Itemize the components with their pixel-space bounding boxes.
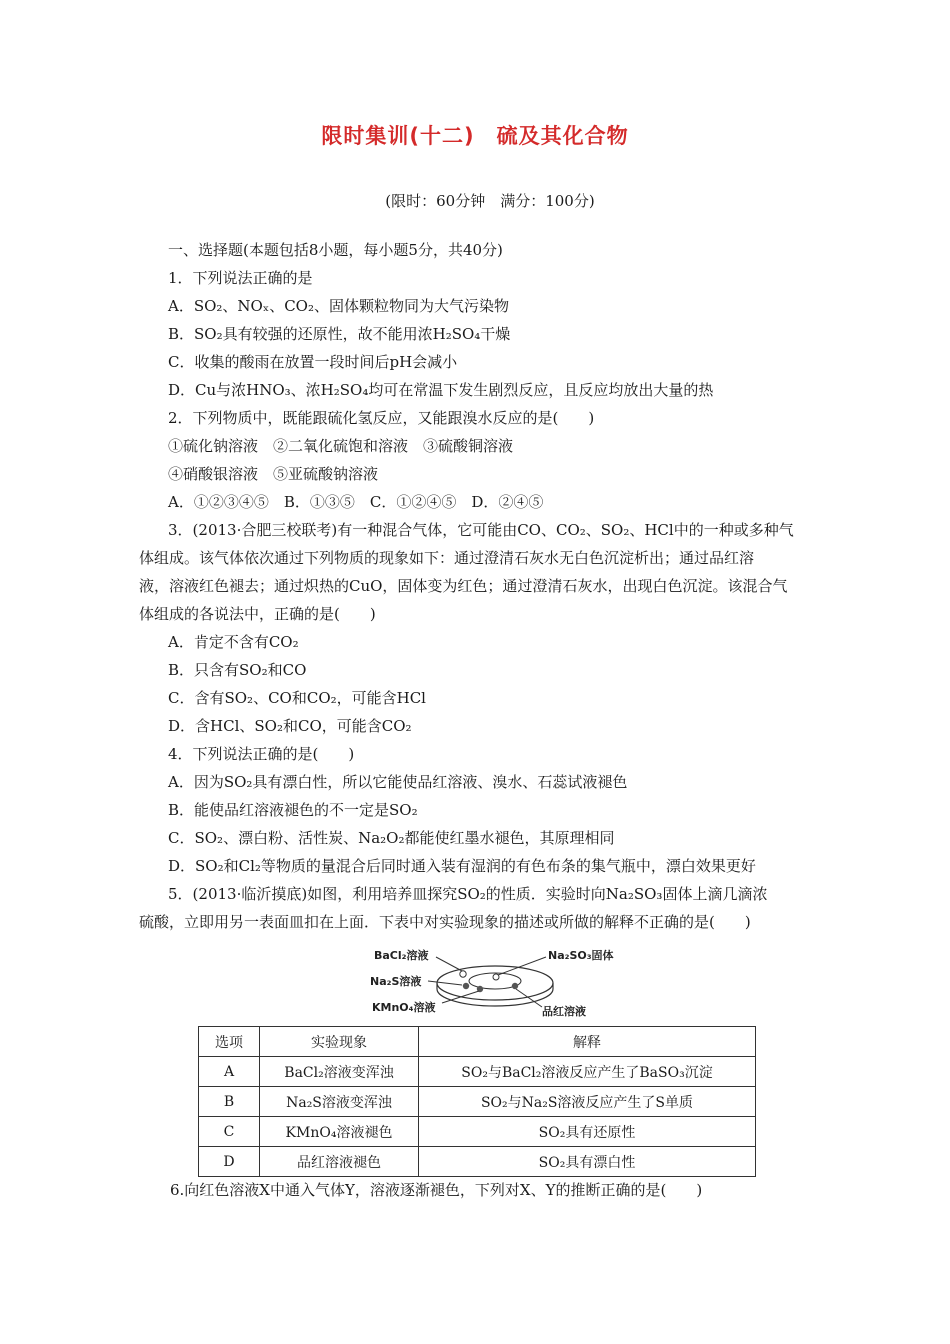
q2-options: A．①②③④⑤ B．①③⑤ C．①②④⑤ D．②④⑤: [168, 493, 544, 511]
question-4: 4．下列说法正确的是( ): [168, 745, 355, 763]
header-option: 选项: [199, 1027, 260, 1057]
label-bacl2: BaCl₂溶液: [374, 949, 429, 962]
cell-phenomenon: Na₂S溶液变浑浊: [260, 1087, 419, 1117]
question-3-cont-2: 液，溶液红色褪去；通过炽热的CuO，固体变为红色；通过澄清石灰水，出现白色沉淀。该混合气: [139, 577, 788, 595]
q3-option-b: B．只含有SO₂和CO: [168, 661, 307, 679]
q1-option-b: B．SO₂具有较强的还原性，故不能用浓H₂SO₄干燥: [168, 325, 511, 343]
table-row: [199, 1057, 756, 1087]
q2-items-2: ④硝酸银溶液 ⑤亚硫酸钠溶液: [168, 465, 379, 483]
page-title: 限时集训(十二) 硫及其化合物: [321, 124, 629, 148]
question-5: 5．(2013·临沂摸底)如图，利用培养皿探究SO₂的性质．实验时向Na₂SO₃固体上滴几滴浓: [168, 885, 768, 903]
question-1: 1．下列说法正确的是: [168, 269, 313, 287]
cell-phenomenon: BaCl₂溶液变浑浊: [260, 1057, 419, 1087]
table-row: [199, 1087, 756, 1117]
cell-option: A: [199, 1057, 260, 1087]
q4-option-b: B．能使品红溶液褪色的不一定是SO₂: [168, 801, 418, 819]
cell-explanation: SO₂具有漂白性: [419, 1147, 756, 1177]
experiment-table: [198, 1026, 756, 1177]
label-pinhong: 品红溶液: [542, 1005, 586, 1018]
q1-option-a: A．SO₂、NOₓ、CO₂、固体颗粒物同为大气污染物: [168, 297, 509, 315]
petri-dish-figure: [370, 945, 630, 1025]
table-row: [199, 1117, 756, 1147]
q2-items-1: ①硫化钠溶液 ②二氧化硫饱和溶液 ③硫酸铜溶液: [168, 437, 514, 455]
q1-option-c: C．收集的酸雨在放置一段时间后pH会减小: [168, 353, 458, 371]
table-row: [199, 1147, 756, 1177]
cell-explanation: SO₂与BaCl₂溶液反应产生了BaSO₃沉淀: [419, 1057, 756, 1087]
cell-explanation: SO₂具有还原性: [419, 1117, 756, 1147]
q3-option-d: D．含HCl、SO₂和CO，可能含CO₂: [168, 717, 412, 735]
question-5-cont: 硫酸，立即用另一表面皿扣在上面．下表中对实验现象的描述或所做的解释不正确的是( ): [139, 913, 751, 931]
table-header-row: [199, 1027, 756, 1057]
q3-option-a: A．肯定不含有CO₂: [168, 633, 299, 651]
q4-option-d: D．SO₂和Cl₂等物质的量混合后同时通入装有湿润的有色布条的集气瓶中，漂白效果更好: [168, 857, 756, 875]
q1-option-d: D．Cu与浓HNO₃、浓H₂SO₄均可在常温下发生剧烈反应，且反应均放出大量的热: [168, 381, 714, 399]
cell-option: D: [199, 1147, 260, 1177]
cell-phenomenon: KMnO₄溶液褪色: [260, 1117, 419, 1147]
header-explanation: 解释: [419, 1027, 756, 1057]
label-na2so3: Na₂SO₃固体: [548, 949, 614, 962]
cell-phenomenon: 品红溶液褪色: [260, 1147, 419, 1177]
section-heading: 一、选择题(本题包括8小题，每小题5分，共40分): [168, 241, 503, 259]
header-phenomenon: 实验现象: [260, 1027, 419, 1057]
question-3-cont-3: 体组成的各说法中，正确的是( ): [139, 605, 376, 623]
q3-option-c: C．含有SO₂、CO和CO₂，可能含HCl: [168, 689, 426, 707]
label-kmno4: KMnO₄溶液: [372, 1001, 436, 1014]
question-3: 3．(2013·合肥三校联考)有一种混合气体，它可能由CO、CO₂、SO₂、HCl中的一种或多种气: [168, 521, 794, 539]
question-2: 2．下列物质中，既能跟硫化氢反应，又能跟溴水反应的是( ): [168, 409, 595, 427]
cell-explanation: SO₂与Na₂S溶液反应产生了S单质: [419, 1087, 756, 1117]
cell-option: B: [199, 1087, 260, 1117]
label-na2s: Na₂S溶液: [370, 975, 422, 988]
cell-option: C: [199, 1117, 260, 1147]
question-3-cont-1: 体组成。该气体依次通过下列物质的现象如下：通过澄清石灰水无白色沉淀析出；通过品红溶: [139, 549, 755, 567]
q4-option-a: A．因为SO₂具有漂白性，所以它能使品红溶液、溴水、石蕊试液褪色: [168, 773, 628, 791]
time-score-info: (限时：60分钟 满分：100分): [385, 192, 595, 210]
q4-option-c: C．SO₂、漂白粉、活性炭、Na₂O₂都能使红墨水褪色，其原理相同: [168, 829, 615, 847]
question-6: 6.向红色溶液X中通入气体Y，溶液逐渐褪色，下列对X、Y的推断正确的是( ): [170, 1181, 703, 1199]
